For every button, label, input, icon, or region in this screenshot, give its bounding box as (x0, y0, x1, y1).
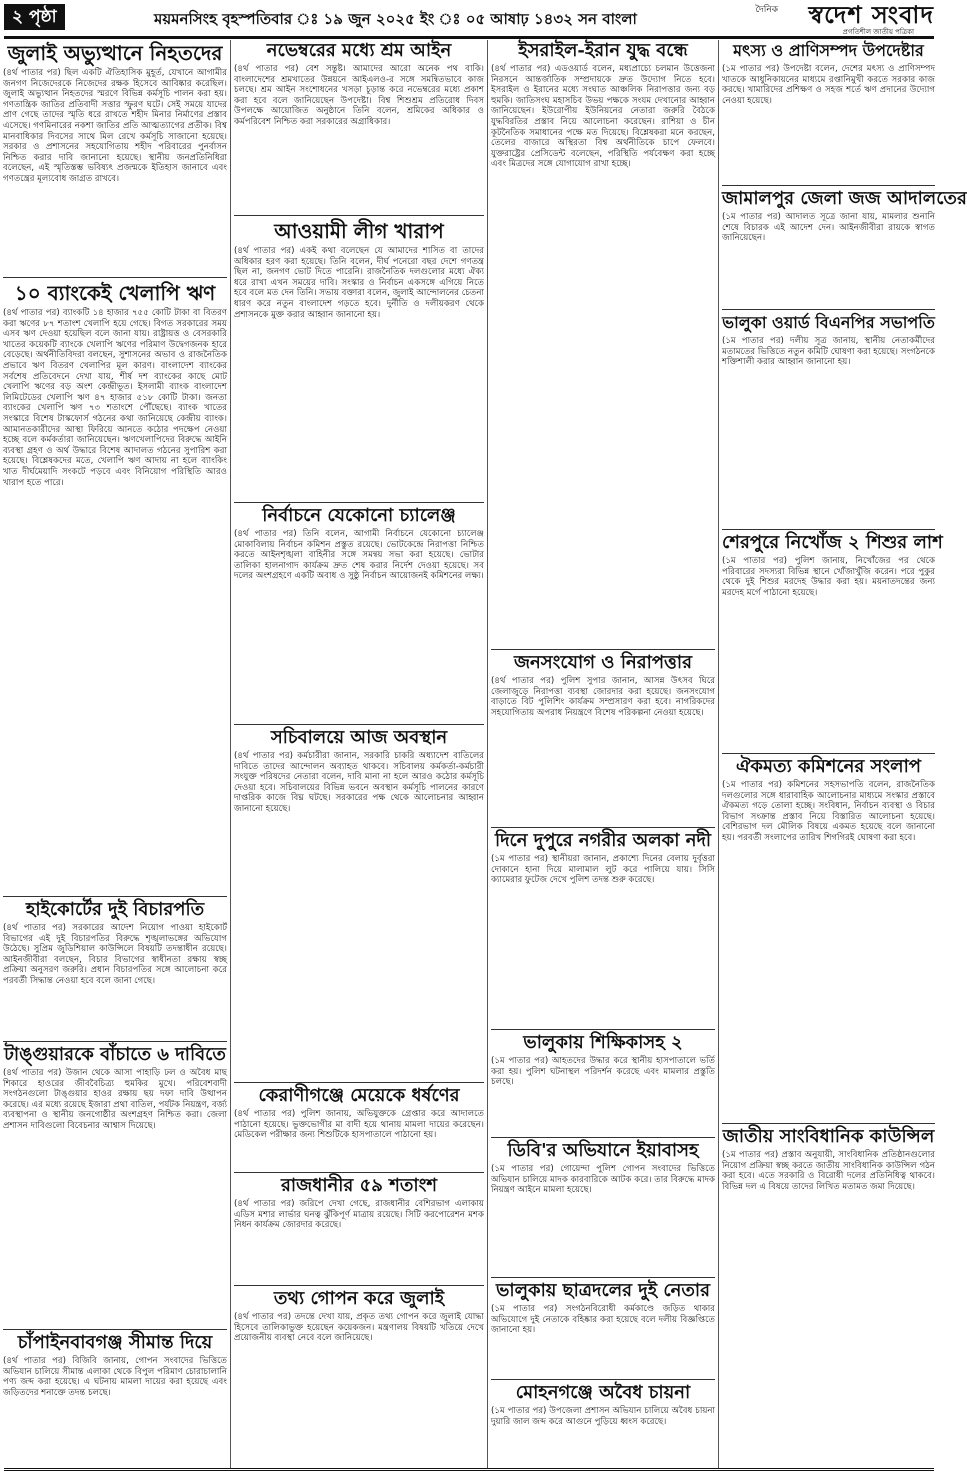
page-number-label: ২ পৃষ্ঠা (4, 4, 65, 30)
article-awami-league[interactable] (234, 218, 484, 503)
article-headline: মোহনগঞ্জে অবৈধ চায়না (515, 1382, 691, 1403)
page-header (4, 2, 934, 39)
masthead-daily: দৈনিক (755, 5, 778, 15)
article-body: (৪র্থ পাতার পর) বেশ সন্তুষ্ট। আমাদের আরো অনেক পথ বাকি। বাংলাদেশের শ্রমখাতের উন্নয়নে আইএলও-র সঙ্গে সমন্বিতভাবে কাজ চলছে। শ্রম আইন সংশোধনের খসড়া চূড়ান্ত করে নভেম্বরের মধ্যে প্রকাশ করা হবে বলে জানিয়েছেন উপদেষ্টা। বিশ্ব শিশুশ্রম প্রতিরোধ দিবস উপলক্ষে আয়োজিত অনুষ্ঠানে তিনি বলেন, শ্রমিকের অধিকার ও কর্মপরিবেশ নিশ্চিত করা সরকারের অগ্রাধিকার। (234, 64, 484, 127)
article-body: (৪র্থ পাতার পর) সরকারের আদেশ নিয়োগ পাওয়া হাইকোর্ট বিভাগের এই দুই বিচারপতির বিরুদ্ধে শৃঙ্খলাভঙ্গের অভিযোগ উঠেছে। সুপ্রিম জুডিশিয়াল কাউন্সিলে বিষয়টি তদন্তাধীন রয়েছে। আইনজীবীরা বলছেন, বিচার বিভাগের স্বাধীনতা রক্ষায় স্বচ্ছ প্রক্রিয়া অনুসরণ জরুরি। প্রধান বিচারপতির সঙ্গে আলোচনা করে পরবর্তী সিদ্ধান্ত নেওয়া হবে বলে জানা গেছে। (3, 923, 227, 986)
article-headline: দিনে দুপুরে নগরীর অলকা নদী (494, 830, 712, 851)
article-body: (৪র্থ পাতার পর) পুলিশ জানায়, অভিযুক্তকে গ্রেপ্তার করে আদালতে পাঠানো হয়েছে। ভুক্তভোগীর মা বাদী হয়ে থানায় মামলা দায়ের করেছেন। মেডিকেল পরীক্ষার জন্য শিশুটিকে হাসপাতালে পাঠানো হয়। (234, 1109, 484, 1141)
article-body: (১ম পাতার পর) প্রস্তাব অনুযায়ী, সাংবিধানিক প্রতিষ্ঠানগুলোর নিয়োগ প্রক্রিয়া স্বচ্ছ করতে জাতীয় সাংবিধানিক কাউন্সিল গঠন করা হবে। এতে সরকারি ও বিরোধী দলের প্রতিনিধিত্ব থাকবে। বিভিন্ন দল এ বিষয়ে তাদের লিখিত মতামত জমা দিয়েছে। (722, 1150, 935, 1192)
article-body: (১ম পাতার পর) পুলিশ জানায়, নিখোঁজের পর থেকে পরিবারের সদস্যরা বিভিন্ন স্থানে খোঁজাখুঁজি করেন। পরে পুকুর থেকে দুই শিশুর মরদেহ উদ্ধার করা হয়। ময়নাতদন্তের জন্য মরদেহ মর্গে পাঠানো হয়েছে। (722, 556, 935, 598)
column-divider (487, 40, 488, 1468)
article-headline: নভেম্বরের মধ্যে শ্রম আইন (266, 40, 452, 61)
article-headline: রাজধানীর ৫৯ শতাংশ (281, 1175, 437, 1196)
article-body: (১ম পাতার পর) স্থানীয়রা জানান, প্রকাশ্যে দিনের বেলায় দুর্বৃত্তরা দোকানে হানা দিয়ে মালামাল লুট করে পালিয়ে যায়। সিসি ক্যামেরার ফুটেজ দেখে পুলিশ তদন্ত শুরু করেছে। (491, 854, 715, 886)
article-headline: ভালুকায় ছাত্রদলের দুই নেতার (495, 1280, 711, 1301)
column-2 (234, 40, 484, 1468)
article-bhaluka-chhatradal[interactable] (491, 1280, 715, 1380)
article-headline: চাঁপাইনবাবগঞ্জ সীমান্ত দিয়ে (17, 1332, 213, 1353)
article-headline: টাঙ্গুয়ারকে বাঁচাতে ৬ দাবিতে (4, 1044, 226, 1065)
article-july-martyrs[interactable] (3, 40, 227, 278)
article-july-info-concealed[interactable] (234, 1288, 484, 1468)
article-israel-iran[interactable] (491, 40, 715, 650)
article-body: (৪র্থ পাতার পর) ছিল একটি ঐতিহাসিক মুহূর্ত, যেখানে আগামীর জনগণ নিজেদেরকে নিজেদের রক্ষক হিসেবে আবিষ্কার করেছিল। জুলাই অভ্যুত্থান নিহতদের স্মরণে বিভিন্ন কর্মসূচি পালন করা হয়। গণতান্ত্রিক জাতির প্রতিবাদী সত্তার স্ফুরণ ঘটে। সেই সময়ে যাদের প্রাণ গেছে তাদের স্মৃতি ধরে রাখতে শহীদ মিনার নির্মাণের প্রস্তাব এসেছে। গণমিনারের নকশা জাতির প্রতি আত্মত্যাগের প্রতীক। বিশ্ব মানবাধিকার দিবসের সাথে মিল রেখে কর্মসূচি সাজানো হয়েছে। সরকার ও প্রশাসনের সহযোগিতায় শহীদ পরিবারের পুনর্বাসন নিশ্চিত করার দাবি জানানো হয়েছে। স্থানীয় জনপ্রতিনিধিরা বলেছেন, এই স্মৃতিস্তম্ভ ভবিষ্যৎ প্রজন্মকে ইতিহাস জানাবে এবং গণতন্ত্রের মূল্যবোধ জাগ্রত রাখবে। (3, 68, 227, 184)
article-headline: ঐকমত্য কমিশনের সংলাপ (735, 756, 922, 777)
column-divider (718, 40, 719, 1468)
article-body: (১ম পাতার পর) দলীয় সূত্র জানায়, স্থানীয় নেতাকর্মীদের মতামতের ভিত্তিতে নতুন কমিটি ঘোষণা করা হয়েছে। সংগঠনকে শক্তিশালী করার আহ্বান জানানো হয়। (722, 336, 935, 368)
dateline: ময়মনসিংহ বৃহস্পতিবার ঃ ১৯ জুন ২০২৫ ইং ঃ ০৫ আষাঢ় ১৪৩২ সন বাংলা (154, 10, 637, 28)
article-body: (১ম পাতার পর) আদালত সূত্রে জানা যায়, মামলার শুনানি শেষে বিচারক এই আদেশ দেন। আইনজীবীরা রায়কে স্বাগত জানিয়েছেন। (722, 212, 935, 244)
article-body: (১ম পাতার পর) উপজেলা প্রশাসন অভিযান চালিয়ে অবৈধ চায়না দুয়ারি জাল জব্দ করে আগুনে পুড়িয়ে ধ্বংস করেছে। (491, 1406, 715, 1427)
article-keraniganj[interactable] (234, 1085, 484, 1173)
article-election-challenge[interactable] (234, 505, 484, 725)
article-headline: সচিবালয়ে আজ অবস্থান (270, 727, 448, 748)
article-headline: কেরাণীগঞ্জে মেয়েকে ধর্ষণের (258, 1085, 460, 1106)
article-body: (১ম পাতার পর) কমিশনের সহসভাপতি বলেন, রাজনৈতিক দলগুলোর সঙ্গে ধারাবাহিক আলোচনার মাধ্যমে সংস্কার প্রস্তাবে ঐকমত্য গড়ে তোলা হচ্ছে। সংবিধান, নির্বাচন ব্যবস্থা ও বিচার বিভাগ সংক্রান্ত প্রস্তাব নিয়ে বিস্তারিত আলোচনা হয়েছে। বেশিরভাগ দল মৌলিক বিষয়ে একমত হয়েছে বলে জানানো হয়। পরবর্তী সংলাপের তারিখ শিগগিরই ঘোষণা করা হবে। (722, 780, 935, 843)
column-3 (491, 40, 715, 1468)
article-headline: ডিবি'র অভিযানে ইয়াবাসহ (507, 1140, 699, 1161)
article-body: (১ম পাতার পর) আহতদের উদ্ধার করে স্থানীয় হাসপাতালে ভর্তি করা হয়। পুলিশ ঘটনাস্থল পরিদর্শন করেছে এবং মামলার প্রস্তুতি চলছে। (491, 1056, 715, 1088)
article-alaka-river[interactable] (491, 830, 715, 1030)
article-chapainawabganj-border[interactable] (3, 1332, 227, 1468)
article-headline: শেরপুরে নিখোঁজ ২ শিশুর লাশ (722, 532, 943, 553)
article-body: (৪র্থ পাতার পর) পুলিশ সুপার জানান, আসন্ন উৎসব ঘিরে জেলাজুড়ে নিরাপত্তা ব্যবস্থা জোরদার করা হয়েছে। জনসংযোগ বাড়াতে বিট পুলিশিং কার্যক্রম সম্প্রসারণ করা হবে। নাগরিকদের সহযোগিতায় অপরাধ নিয়ন্ত্রণে বিশেষ পরিকল্পনা নেওয়া হয়েছে। (491, 676, 715, 718)
column-divider (230, 40, 231, 1468)
article-body: (১ম পাতার পর) সংগঠনবিরোধী কর্মকাণ্ডে জড়িত থাকার অভিযোগে দুই নেতাকে বহিষ্কার করা হয়েছে বলে দলীয় বিজ্ঞপ্তিতে জানানো হয়। (491, 1304, 715, 1336)
column-4 (722, 40, 967, 1468)
article-bhaluka-bnp[interactable] (722, 312, 935, 530)
article-body: (৪র্থ পাতার পর) একই কথা বলেছেন যে আমাদের শাসিত বা তাদের অধিকার হরণ করা হয়েছে। তিনি বলেন, দীর্ঘ পনেরো বছর দেশে গণতন্ত্র ছিল না, জনগণ ভোট দিতে পারেনি। রাজনৈতিক দলগুলোর মধ্যে ঐক্য ধরে রাখা এখন সময়ের দাবি। সংস্কার ও নির্বাচন একসঙ্গে এগিয়ে নিতে হবে বলে মত দেন তিনি। সভায় বক্তারা বলেন, জুলাই আন্দোলনের চেতনা ধারণ করে নতুন বাংলাদেশ গড়তে হবে। দুর্নীতি ও দলীয়করণ থেকে প্রশাসনকে মুক্ত করার আহ্বান জানানো হয়। (234, 246, 484, 320)
article-body: (৪র্থ পাতার পর) তদন্তে দেখা যায়, প্রকৃত তথ্য গোপন করে জুলাই যোদ্ধা হিসেবে তালিকাভুক্ত হয়েছেন কয়েকজন। মন্ত্রণালয় বিষয়টি খতিয়ে দেখে প্রয়োজনীয় ব্যবস্থা নেবে বলে জানিয়েছে। (234, 1312, 484, 1344)
page-footer-rule (4, 1468, 934, 1477)
article-labour-law[interactable] (234, 40, 484, 216)
article-bhaluka-teacher[interactable] (491, 1032, 715, 1138)
article-tanguar-haor[interactable] (3, 1044, 227, 1330)
article-body: (৪র্থ পাতার পর) ব্যাংকটি ১৪ হাজার ৭৫৫ কোটি টাকা বা বিতরণ করা ঋণের ৮৭ শতাংশ খেলাপি হয়ে গেছে। বিগত সরকারের সময় এসব ঋণ দেওয়া হয়েছিল বলে জানা যায়। রাষ্ট্রায়ত্ত ও বেসরকারি খাতের কয়েকটি ব্যাংকে খেলাপি ঋণের পরিমাণ উদ্বেগজনক হারে বেড়েছে। অর্থনীতিবিদরা বলছেন, সুশাসনের অভাব ও রাজনৈতিক প্রভাবে ঋণ বিতরণ খেলাপির মূল কারণ। বাংলাদেশ ব্যাংকের সর্বশেষ প্রতিবেদনে দেখা যায়, শীর্ষ দশ ব্যাংকের কাছে মোট খেলাপি ঋণের বড় অংশ কেন্দ্রীভূত। ইসলামী ব্যাংক বাংলাদেশ লিমিটেডের খেলাপি ঋণ ৪৭ হাজার ৫১৮ কোটি টাকা। জনতা ব্যাংকের খেলাপি ঋণ ৭৩ শতাংশে পৌঁছেছে। ব্যাংক খাতের সংস্কারে বিশেষ টাস্কফোর্স গঠনের কথা জানিয়েছে কেন্দ্রীয় ব্যাংক। আমানতকারীদের আস্থা ফিরিয়ে আনতে কঠোর পদক্ষেপ নেওয়া হচ্ছে বলে কর্মকর্তারা জানিয়েছেন। ঋণখেলাপিদের বিরুদ্ধে আইনি ব্যবস্থা গ্রহণ ও অর্থ উদ্ধারে বিশেষ আদালত গঠনের সুপারিশ করা হয়েছে। বিশ্লেষকদের মতে, খেলাপি ঋণ আদায় না হলে ব্যাংকিং খাত দীর্ঘমেয়াদি সংকটে পড়বে এবং বিনিয়োগ পরিস্থিতি আরও খারাপ হতে পারে। (3, 308, 227, 488)
article-headline: তথ্য গোপন করে জুলাই (273, 1288, 445, 1309)
masthead-name: স্বদেশ সংবাদ (808, 0, 934, 29)
article-headline: জাতীয় সাংবিধানিক কাউন্সিল (722, 1126, 935, 1147)
article-body: (৪র্থ পাতার পর) বিজিবি জানায়, গোপন সংবাদের ভিত্তিতে অভিযান চালিয়ে সীমান্ত এলাকা থেকে বিপুল পরিমাণ চোরাচালানি পণ্য জব্দ করা হয়েছে। এ ঘটনায় মামলা দায়ের করা হয়েছে এবং জড়িতদের শনাক্তে তদন্ত চলছে। (3, 1356, 227, 1398)
article-body: (১ম পাতার পর) গোয়েন্দা পুলিশ গোপন সংবাদের ভিত্তিতে অভিযান চালিয়ে মাদক কারবারিকে আটক করে। তার বিরুদ্ধে মাদক নিয়ন্ত্রণ আইনে মামলা হয়েছে। (491, 1164, 715, 1196)
article-db-yaba[interactable] (491, 1140, 715, 1278)
article-body: (৪র্থ পাতার পর) জরিপে দেখা গেছে, রাজধানীর বেশিরভাগ এলাকায় এডিস মশার লার্ভার ঘনত্ব ঝুঁকিপূর্ণ মাত্রায় রয়েছে। সিটি করপোরেশন মশক নিধন কার্যক্রম জোরদার করেছে। (234, 1199, 484, 1231)
article-high-court-judges[interactable] (3, 899, 227, 1042)
article-headline: ইসরাইল-ইরান যুদ্ধ বন্ধে (518, 40, 688, 61)
masthead (704, 2, 934, 34)
article-body: (৪র্থ পাতার পর) কর্মচারীরা জানান, সরকারি চাকরি অধ্যাদেশ বাতিলের দাবিতে তাদের আন্দোলন অব্যাহত থাকবে। সচিবালয় কর্মকর্তা-কর্মচারী সংযুক্ত পরিষদের নেতারা বলেন, দাবি মানা না হলে আরও কঠোর কর্মসূচি দেওয়া হবে। সচিবালয়ের বিভিন্ন ভবনে অবস্থান কর্মসূচি পালনের কারণে দাপ্তরিক কাজে বিঘ্ন ঘটছে। সরকারের পক্ষ থেকে আলোচনার আহ্বান জানানো হয়েছে। (234, 751, 484, 814)
article-public-relations-security[interactable] (491, 652, 715, 828)
article-headline: হাইকোর্টের দুই বিচারপতি (25, 899, 205, 920)
article-body: (১ম পাতার পর) উপদেষ্টা বলেন, দেশের মৎস্য ও প্রাণিসম্পদ খাতকে আধুনিকায়নের মাধ্যমে রপ্তানিমুখী করতে সরকার কাজ করছে। খামারিদের প্রশিক্ষণ ও সহজ শর্তে ঋণ প্রদানের উদ্যোগ নেওয়া হয়েছে। (722, 64, 935, 106)
article-constitutional-council[interactable] (722, 1126, 935, 1468)
article-consensus-commission[interactable] (722, 756, 935, 1124)
article-headline: নির্বাচনে যেকোনো চ্যালেঞ্জ (262, 505, 456, 526)
article-body: (৪র্থ পাতার পর) এডওয়ার্ড বলেন, মধ্যপ্রাচ্যে চলমান উত্তেজনা নিরসনে আন্তর্জাতিক সম্প্রদায়কে দ্রুত উদ্যোগ নিতে হবে। ইসরাইল ও ইরানের মধ্যে সংঘাত আঞ্চলিক নিরাপত্তার জন্য বড় হুমকি। জাতিসংঘ মহাসচিব উভয় পক্ষকে সংযম দেখানোর আহ্বান জানিয়েছেন। ইউরোপীয় ইউনিয়নের নেতারা জরুরি বৈঠকে যুদ্ধবিরতির প্রস্তাব নিয়ে আলোচনা করেছেন। রাশিয়া ও চীন কূটনৈতিক সমাধানের পক্ষে মত দিয়েছে। বিশ্লেষকরা মনে করছেন, তেলের বাজারে অস্থিরতা বিশ্ব অর্থনীতিকে চাপে ফেলবে। যুক্তরাষ্ট্রের প্রেসিডেন্ট বলেছেন, পরিস্থিতি পর্যবেক্ষণ করা হচ্ছে এবং মিত্রদের সঙ্গে যোগাযোগ রাখা হচ্ছে। (491, 64, 715, 170)
article-headline: জামালপুর জেলা জজ আদালতের (722, 188, 967, 209)
article-secretariat-sit-in[interactable] (234, 727, 484, 1083)
masthead-tagline: প্রগতিশীল জাতীয় পত্রিকা (842, 28, 914, 36)
article-jamalpur-court[interactable] (722, 188, 967, 310)
article-mohanganj-china-net[interactable] (491, 1382, 715, 1468)
article-body: (৪র্থ পাতার পর) উজান থেকে আসা পাহাড়ি ঢল ও অবৈধ মাছ শিকারে হাওরের জীববৈচিত্র্য হুমকির মুখে। পরিবেশবাদী সংগঠনগুলো টাঙ্গুয়ার হাওর রক্ষায় ছয় দফা দাবি উত্থাপন করেছে। এর মধ্যে রয়েছে ইজারা প্রথা বাতিল, পর্যটক নিয়ন্ত্রণ, বর্জ্য ব্যবস্থাপনা ও স্থানীয় জনগোষ্ঠীর অংশগ্রহণ নিশ্চিত করা। জেলা প্রশাসন দাবিগুলো বিবেচনার আশ্বাস দিয়েছে। (3, 1068, 227, 1131)
article-headline: মৎস্য ও প্রাণিসম্পদ উপদেষ্টার (733, 41, 924, 60)
article-capital-59-percent[interactable] (234, 1175, 484, 1286)
column-1 (3, 40, 227, 1468)
article-headline: ভালুকায় শিক্ষিকাসহ ২ (523, 1032, 683, 1053)
article-headline: জুলাই অভ্যুত্থানে নিহতদের (7, 41, 223, 65)
article-body: (৪র্থ পাতার পর) তিনি বলেন, আগামী নির্বাচনে যেকোনো চ্যালেঞ্জ মোকাবিলায় নির্বাচন কমিশন প্রস্তুত রয়েছে। ভোটকেন্দ্রে নিরাপত্তা নিশ্চিত করতে আইনশৃঙ্খলা বাহিনীর সঙ্গে সমন্বয় সভা করা হয়েছে। ভোটার তালিকা হালনাগাদ কার্যক্রম দ্রুত শেষ করার নির্দেশ দেওয়া হয়েছে। সব দলের অংশগ্রহণে একটি অবাধ ও সুষ্ঠু নির্বাচন আয়োজনই কমিশনের লক্ষ্য। (234, 529, 484, 582)
article-headline: আওয়ামী লীগ খারাপ (274, 219, 444, 243)
article-bank-default-loan[interactable] (3, 280, 227, 897)
article-headline: ১০ ব্যাংকেই খেলাপি ঋণ (14, 281, 216, 305)
article-fisheries-adviser[interactable] (722, 40, 935, 186)
article-sherpur-children[interactable] (722, 532, 943, 754)
article-headline: জনসংযোগ ও নিরাপত্তার (513, 652, 693, 673)
article-headline: ভালুকা ওয়ার্ড বিএনপির সভাপতি (722, 313, 935, 332)
